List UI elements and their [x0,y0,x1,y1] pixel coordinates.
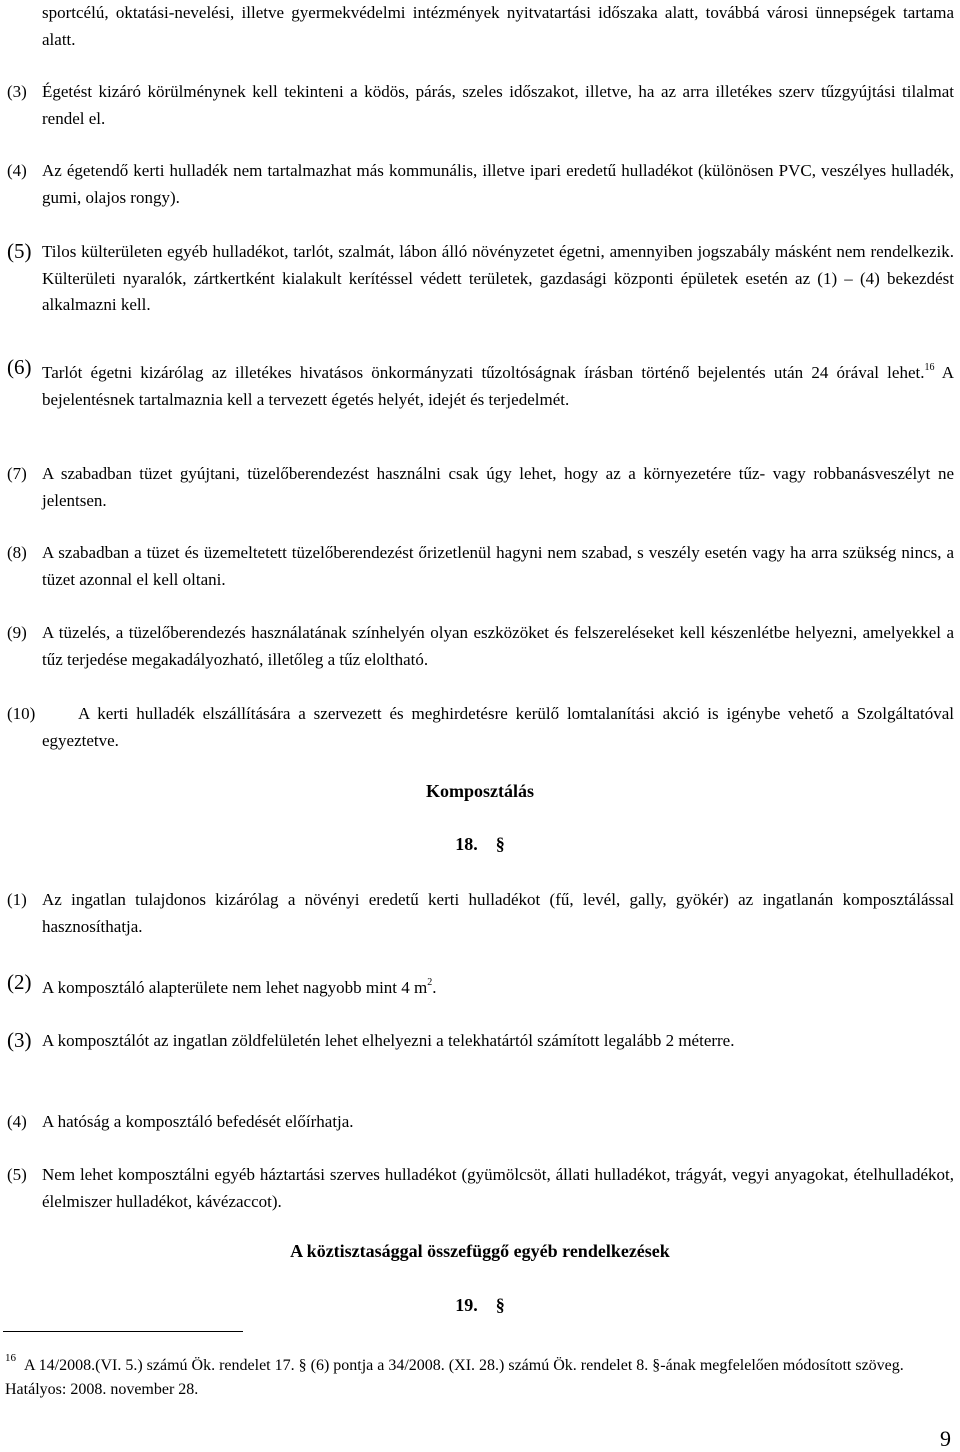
footnote-text: A 14/2008.(VI. 5.) számú Ök. rendelet 17. § (6) pontja a 34/2008. (XI. 28.) számú Ök. rendelet 8. §-ának megfelelően módosított szöveg. Hatályos: 2008. november 28. [5,1357,904,1398]
paragraph-17-8 [7,540,954,593]
paragraph-text: A komposztálót az ingatlan zöldfelületén lehet elhelyezni a telekhatártól számított legalább 2 méterre. [42,1031,735,1050]
section-title-koztisztasag: A köztisztasággal összefüggő egyéb rendelkezések [290,1241,670,1261]
paragraph-number: (7) [7,464,27,483]
paragraph-text: A szabadban a tüzet és üzemeltetett tüzelőberendezést őrizetlenül hagyni nem szabad, s veszély esetén vagy ha arra szükség nincs, a tüzet azonnal el kell oltani. [42,543,954,589]
paragraph-text: Az égetendő kerti hulladék nem tartalmazhat más kommunális, illetve ipari eredetű hulladékot (különösen PVC, veszélyes hulladék, gumi, olajos rongy). [42,161,954,207]
paragraph-number: (5) [7,239,32,263]
paragraph-18-5 [7,1162,954,1215]
paragraph-text: Égetést kizáró körülménynek kell tekinteni a ködös, párás, szeles időszakot, illetve, ha az arra illetékes szerv tűzgyújtási tilalmat rendel el. [42,82,954,128]
intro-paragraph: sportcélú, oktatási-nevelési, illetve gyermekvédelmi intézmények nyitvatartási időszaka alatt, továbbá városi ünnepségek tartama alatt. [42,3,954,49]
paragraph-text: Tarlót égetni kizárólag az illetékes hivatásos önkormányzati tűzoltóságnak írásban történő bejelentés után 24 órával lehet. [42,363,925,382]
paragraph-18-3 [7,1028,954,1055]
paragraph-17-4 [7,158,954,211]
paragraph-text: A kerti hulladék elszállítására a szervezett és meghirdetésre kerülő lomtalanítási akció is igénybe vehető a Szolgáltatóval egyeztetve. [42,704,954,750]
paragraph-17-9 [7,620,954,673]
paragraph-17-7 [7,461,954,514]
footnote-divider [3,1331,243,1332]
paragraph-text: Tilos külterületen egyéb hulladékot, tarlót, szalmát, lábon álló növényzetet égetni, amennyiben jogszabály másként nem rendelkezik. Külterületi nyaralók, zártkertként kialakult kerítéssel védett területek, gazdasági központi épületek esetén az (1) – (4) bekezdést alkalmazni kell. [42,242,954,314]
paragraph-17-3 [7,79,954,132]
paragraph-text: Az ingatlan tulajdonos kizárólag a növényi eredetű kerti hulladékot (fű, levél, gally, gyökér) az ingatlanán komposztálással hasznosíthatja. [42,890,954,936]
paragraph-number: (6) [7,355,32,379]
paragraph-number: (9) [7,623,27,642]
paragraph-17-5 [7,239,954,319]
section-heading-18 [0,834,960,855]
paragraph-number: (8) [7,543,27,562]
paragraph-text-continued: A bejelentésnek tartalmaznia kell a tervezett égetés helyét, idejét és terjedelmét. [42,363,955,409]
paragraph-number: (2) [7,970,32,994]
footnote [5,1346,955,1402]
section-number: 18. [455,834,478,854]
paragraph-17-6 [7,355,955,413]
paragraph-18-4 [7,1109,954,1136]
paragraph-text: Nem lehet komposztálni egyéb háztartási szerves hulladékot (gyümölcsöt, állati hulladékot, trágyát, vegyi anyagokat, ételhulladékot, élelmiszer hulladékot, kávézaccot). [42,1165,954,1211]
section-sign: § [495,834,505,854]
paragraph-number: (5) [7,1165,27,1184]
paragraph-text: A hatóság a komposztáló befedését előírhatja. [42,1112,354,1131]
paragraph-text: A tüzelés, a tüzelőberendezés használatának színhelyén olyan eszközöket és felszereléseket kell készenlétbe helyezni, amelyekkel a tűz terjedése megakadályozható, illetőleg a tűz eloltható. [42,623,954,669]
paragraph-number: (3) [7,82,27,101]
paragraph-text: A szabadban tüzet gyújtani, tüzelőberendezést használni csak úgy lehet, hogy az a környezetére tűz- vagy robbanásveszélyt ne jelentsen. [42,464,954,510]
section-title-komposztalas: Komposztálás [426,781,534,801]
section-sign: § [495,1295,505,1315]
paragraph-18-1 [7,887,954,940]
paragraph-number: (10) [7,704,36,723]
page-number: 9 [940,1426,951,1451]
section-heading-19 [0,1295,960,1316]
paragraph-18-2: (2) A komposztáló alapterülete nem lehet nagyobb mint 4 m$^2$. [7,970,437,997]
paragraph-number: (4) [7,161,27,180]
paragraph-number: (3) [7,1028,32,1052]
footnote-reference[interactable]: 16 [924,362,935,373]
paragraph-number: (1) [7,890,27,909]
section-number: 19. [455,1295,478,1315]
paragraph-text: A komposztáló alapterülete nem lehet nagyobb mint 4 m [42,978,428,997]
paragraph-17-10 [7,701,954,754]
superscript: 2 [427,977,433,988]
paragraph-number: (4) [7,1112,27,1131]
footnote-number: 16 [5,1352,16,1364]
